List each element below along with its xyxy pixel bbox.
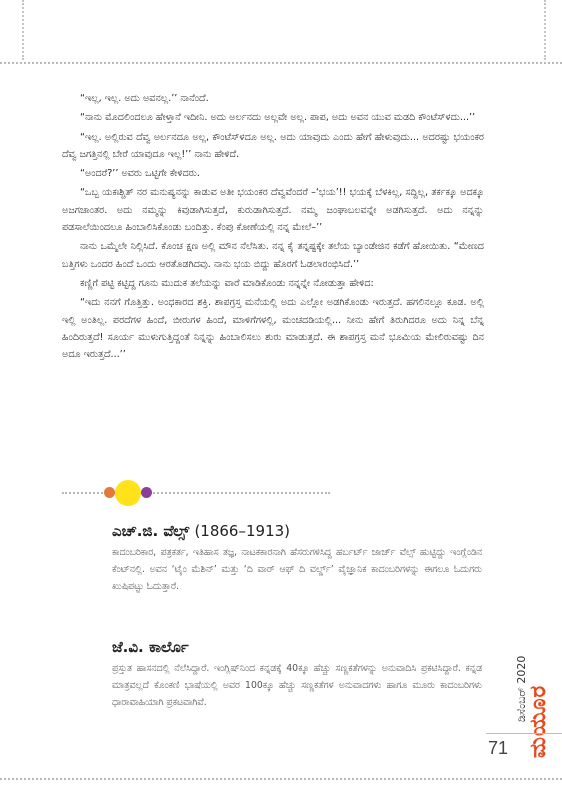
author-name-heading — [112, 522, 482, 540]
left-edge-dots — [22, 0, 26, 60]
story-paragraph: “ಒಬ್ಬ ಯಕಃಶ್ಚಿತ್ ನರ ಮನುಷ್ಯನನ್ನು ಕಾಡುವ ಅತೀ ಭಯಂಕರ ದೆವ್ವವೆಂದರೆ –‘ಭಯ’!! ಭಯಕ್ಕೆ ಬೆಳಕಿಲ್ಲ, ಸದ್ದಿಲ್ಲ, ತರ್ಕಕ್ಕೂ ಅದಕ್ಕೂ ಅಜಗಜಾಂತರ. ಅದು ನಮ್ಮನ್ನು ಕಿವುಡಾಗಿಸುತ್ತದೆ, ಕುರುಡಾಗಿಸುತ್ತದೆ. ನಮ್ಮ ಜಂಘಾಬಲವನ್ನೇ ಅಡಗಿಸುತ್ತದೆ. ಅದು ನನ್ನನ್ನು ಪಡಸಾಲೆಯಿಂದಲೂ ಹಿಂಬಾಲಿಸಿಕೊಂಡು ಬಂದಿತ್ತು. ಕೆಂಪು ಕೋಣೆಯಲ್ಲಿ ನನ್ನ ಮೇಲೆ–’’ — [62, 187, 484, 234]
top-dotted-rule — [0, 62, 562, 64]
issue-month: ಡಿಸೆಂಬರ್ 2020 — [515, 655, 528, 722]
right-edge-dots — [544, 0, 548, 60]
author-name: ಎಚ್‌.ಜಿ. ವೆಲ್ಸ್ — [112, 522, 190, 540]
translator-bio — [112, 638, 482, 711]
story-paragraph: “ಇಲ್ಲ. ಅಲ್ಲಿರುವ ದೆವ್ವ ಅರ್ಲನದೂ ಅಲ್ಲ, ಕೌಂಟೆಸ್‌ಳದೂ ಅಲ್ಲ. ಅದು ಯಾವುದು ಎಂದು ಹೇಗೆ ಹೇಳುವುದು... ಅದರಷ್ಟು ಭಯಂಕರ ದೆವ್ವ ಜಗತ್ತಿನಲ್ಲಿ ಬೇರೆ ಯಾವುದೂ ಇಲ್ಲ!’’ ನಾನು ಹೇಳಿದೆ. — [62, 131, 484, 160]
author-bio — [112, 522, 482, 595]
story-text — [62, 90, 484, 365]
author-bio-text: ಕಾದಂಬರಿಕಾರ, ಪತ್ರಕರ್ತ, ಇತಿಹಾಸ ತಜ್ಞ, ನಾಟಕಕಾರನಾಗಿ ಹೆಸರುಗಳಿಸಿದ್ದ ಹರ್ಬರ್ಟ್ ಜಾರ್ಜ್ ವೆಲ್ಸ್ ಹುಟ್ಟಿದ್ದು ಇಂಗ್ಲೆಂಡಿನ ಕೆಂಟ್‌ನಲ್ಲಿ. ಅವನ ‘ಟೈಂ ಮೆಶಿನ್’ ಮತ್ತು ‘ದಿ ವಾರ್ ಆಫ್ ದಿ ವರ್ಲ್ಡ್’ ವೈಜ್ಞಾನಿಕ ಕಾದಂಬರಿಗಳನ್ನು ಈಗಲೂ ಓದುಗರು ಖುಷಿಪಟ್ಟು ಓದುತ್ತಾರೆ. — [112, 547, 482, 592]
story-paragraph: “ಇಲ್ಲ, ಇಲ್ಲ. ಅದು ಅವನಲ್ಲ.’’ ನಾನೆಂದೆ. — [80, 93, 209, 104]
ornament-dotted-rule — [62, 492, 330, 494]
translator-bio-text: ಪ್ರಸ್ತುತ ಹಾಸನದಲ್ಲಿ ನೆಲೆಸಿದ್ದಾರೆ. ಇಂಗ್ಲಿಷ್‌ನಿಂದ ಕನ್ನಡಕ್ಕೆ 40ಕ್ಕೂ ಹೆಚ್ಚು ಸಣ್ಣಕತೆಗಳನ್ನು ಅನುವಾದಿಸಿ ಪ್ರಕಟಿಸಿದ್ದಾರೆ. ಕನ್ನಡ ಮಾತ್ರವಲ್ಲದೆ ಕೊಂಕಣಿ ಭಾಷೆಯಲ್ಲಿ ಅವರ 100ಕ್ಕೂ ಹೆಚ್ಚು ಸಣ್ಣಕತೆಗಳ ಅನುವಾದಗಳು ಹಾಗೂ ಮೂರು ಕಾದಂಬರಿಗಳು ಧಾರಾವಾಹಿಯಾಗಿ ಪ್ರಕಟವಾಗಿವೆ. — [112, 663, 482, 708]
purple-dot — [141, 487, 152, 498]
orange-dot — [104, 487, 115, 498]
author-years: (1866–1913) — [194, 522, 291, 540]
page-number: 71 — [488, 738, 509, 758]
magazine-logo: ಮಯೂರ — [526, 684, 551, 758]
bottom-dotted-rule — [0, 778, 562, 780]
page-number-rule — [486, 733, 562, 734]
yellow-dot — [115, 480, 141, 506]
story-paragraph: “ಇದು ನನಗೆ ಗೊತ್ತಿತ್ತು. ಅಂಧಕಾರದ ಶಕ್ತಿ. ಶಾಪಗ್ರಸ್ತ ಮನೆಯಲ್ಲಿ ಅದು ಎಲ್ಲೋ ಅಡಗಿಕೊಂಡು ಇರುತ್ತದೆ. ಹಗಲಿನಲ್ಲೂ ಕೂಡ. ಅಲ್ಲಿ ಇಲ್ಲಿ ಅಂತಿಲ್ಲ. ಪರದೆಗಳ ಹಿಂದೆ, ಬೀರುಗಳ ಹಿಂದೆ, ಮಾಳಿಗೆಗಳಲ್ಲಿ, ಮಂಚದಡಿಯಲ್ಲಿ... ನೀನು ಹೇಗೆ ತಿರುಗಿದರೂ ಅದು ನಿನ್ನ ಬೆನ್ನ ಹಿಂದಿರುತ್ತದೆ! ಸೂರ್ಯ ಮುಳುಗುತ್ತಿದ್ದಂತೆ ನಿನ್ನನ್ನು ಹಿಂಬಾಲಿಸಲು ಶುರು ಮಾಡುತ್ತದೆ. ಈ ಶಾಪಗ್ರಸ್ತ ಮನೆ ಭೂಮಿಯ ಮೇಲಿರುವಷ್ಟು ದಿನ ಅದೂ ಇರುತ್ತದೆ...’’ — [62, 297, 484, 361]
side-masthead — [496, 572, 556, 760]
story-paragraph: “ಅಂದರೆ?’’ ಅವರು ಒಟ್ಟಿಗೇ ಕೇಳಿದರು. — [80, 168, 200, 180]
section-ornament — [62, 480, 330, 512]
story-paragraph: ನಾನು ಒಮ್ಮೆಲೇ ನಿಲ್ಲಿಸಿದೆ. ಕೊಂಚ ಕ್ಷಣ ಅಲ್ಲಿ ಮೌನ ನೆಲೆಸಿತು. ನನ್ನ ಕೈ ತನ್ನಷ್ಟಕ್ಕೇ ತಲೆಯ ಬ್ಯಾಂಡೇಜಿನ ಕಡೆಗೆ ಹೋಯಿತು. “ಮೇಣದ ಬತ್ತಿಗಳು ಒಂದರ ಹಿಂದೆ ಒಂದು ಆರತೊಡಗಿದವು. ನಾನು ಭಯ ಬಿದ್ದು ಹೊರಗೆ ಓಡಲಾರಂಭಿಸಿದೆ.’’ — [62, 241, 484, 270]
story-paragraph: “ನಾನು ಮೊದಲಿಂದಲೂ ಹೇಳ್ತಾನೆ ಇದೀನಿ. ಅದು ಅರ್ಲನದು ಅಲ್ಲವೇ ಅಲ್ಲ. ಪಾಪ, ಅದು ಅವನ ಯುವ ಮಡದಿ ಕೌಂಟೆಸ್‌ಳದು...’’ — [80, 112, 476, 124]
translator-name: ಜೆ.ವಿ. ಕಾರ್ಲೊ — [112, 638, 189, 656]
story-paragraph: ಕಣ್ಣಿಗೆ ಪಟ್ಟಿ ಕಟ್ಟಿದ್ದ ಗೂನು ಮುದುಕ ತಲೆಯನ್ನು ವಾರೆ ಮಾಡಿಕೊಂಡು ನನ್ನನ್ನೇ ನೋಡುತ್ತಾ ಹೇಳಿದ: — [80, 277, 374, 289]
